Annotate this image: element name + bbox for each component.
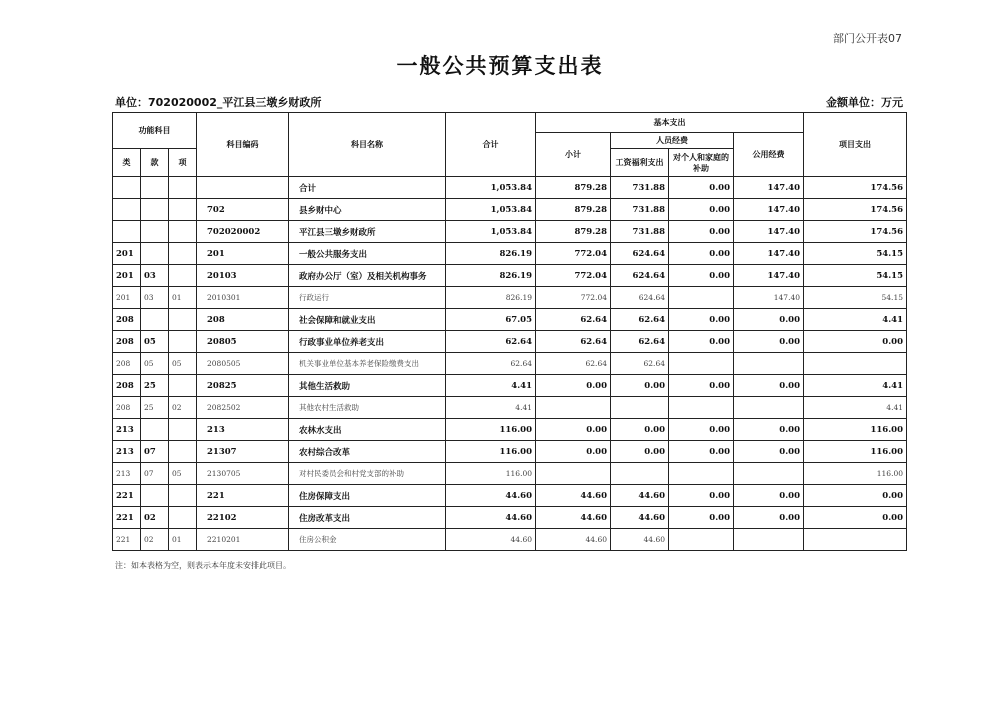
cell-kuan: 02 <box>141 529 169 551</box>
cell-salary: 624.64 <box>611 287 669 309</box>
cell-name: 其他生活救助 <box>289 375 446 397</box>
cell-subtotal: 62.64 <box>536 331 611 353</box>
cell-personal <box>669 463 734 485</box>
cell-project: 54.15 <box>804 287 907 309</box>
cell-salary: 731.88 <box>611 199 669 221</box>
cell-personal <box>669 353 734 375</box>
budget-table <box>112 112 907 551</box>
cell-code: 2130705 <box>197 463 289 485</box>
cell-public <box>734 353 804 375</box>
cell-salary: 62.64 <box>611 309 669 331</box>
table-row <box>113 309 907 331</box>
cell-xiang <box>169 419 197 441</box>
cell-lei: 221 <box>113 485 141 507</box>
header-code: 科目编码 <box>197 113 289 177</box>
cell-subtotal <box>536 397 611 419</box>
table-row <box>113 397 907 419</box>
cell-lei: 201 <box>113 287 141 309</box>
cell-personal: 0.00 <box>669 221 734 243</box>
cell-public: 147.40 <box>734 177 804 199</box>
table-row <box>113 287 907 309</box>
cell-personal: 0.00 <box>669 309 734 331</box>
cell-personal <box>669 529 734 551</box>
cell-subtotal <box>536 463 611 485</box>
table-row <box>113 331 907 353</box>
cell-personal: 0.00 <box>669 507 734 529</box>
cell-xiang: 02 <box>169 397 197 419</box>
cell-public: 147.40 <box>734 243 804 265</box>
cell-code: 2210201 <box>197 529 289 551</box>
cell-name: 机关事业单位基本养老保险缴费支出 <box>289 353 446 375</box>
cell-lei: 201 <box>113 265 141 287</box>
cell-salary: 44.60 <box>611 529 669 551</box>
cell-lei: 201 <box>113 243 141 265</box>
cell-lei: 213 <box>113 463 141 485</box>
cell-personal: 0.00 <box>669 243 734 265</box>
cell-xiang <box>169 243 197 265</box>
page-title: 一般公共预算支出表 <box>396 54 604 78</box>
cell-kuan: 25 <box>141 397 169 419</box>
cell-public: 0.00 <box>734 375 804 397</box>
cell-name: 社会保障和就业支出 <box>289 309 446 331</box>
cell-public <box>734 529 804 551</box>
header-salary: 工资福利支出 <box>611 149 669 177</box>
unit-label: 单位：702020002_平江县三墩乡财政所 <box>115 96 322 109</box>
cell-subtotal: 879.28 <box>536 199 611 221</box>
cell-subtotal: 0.00 <box>536 375 611 397</box>
table-row <box>113 419 907 441</box>
cell-lei: 221 <box>113 529 141 551</box>
cell-name: 行政运行 <box>289 287 446 309</box>
cell-name: 住房保障支出 <box>289 485 446 507</box>
cell-public: 147.40 <box>734 199 804 221</box>
cell-kuan <box>141 243 169 265</box>
cell-personal: 0.00 <box>669 177 734 199</box>
cell-code: 213 <box>197 419 289 441</box>
cell-code: 2010301 <box>197 287 289 309</box>
table-row <box>113 441 907 463</box>
cell-kuan: 02 <box>141 507 169 529</box>
cell-public: 147.40 <box>734 221 804 243</box>
cell-xiang: 05 <box>169 353 197 375</box>
cell-project: 0.00 <box>804 485 907 507</box>
cell-total: 1,053.84 <box>446 221 536 243</box>
cell-kuan <box>141 199 169 221</box>
table-row <box>113 507 907 529</box>
header-lei: 类 <box>113 149 141 177</box>
cell-code: 21307 <box>197 441 289 463</box>
cell-kuan <box>141 177 169 199</box>
table-row <box>113 221 907 243</box>
cell-personal: 0.00 <box>669 485 734 507</box>
cell-xiang <box>169 441 197 463</box>
cell-project: 4.41 <box>804 309 907 331</box>
cell-code: 22102 <box>197 507 289 529</box>
footnote: 注：如本表格为空，则表示本年度未安排此项目。 <box>115 561 291 570</box>
cell-subtotal: 44.60 <box>536 485 611 507</box>
cell-personal <box>669 287 734 309</box>
cell-xiang: 01 <box>169 529 197 551</box>
cell-name: 对村民委员会和村党支部的补助 <box>289 463 446 485</box>
cell-lei <box>113 221 141 243</box>
table-row <box>113 265 907 287</box>
cell-public: 147.40 <box>734 287 804 309</box>
cell-personal: 0.00 <box>669 375 734 397</box>
cell-salary <box>611 463 669 485</box>
cell-public: 0.00 <box>734 309 804 331</box>
cell-subtotal: 879.28 <box>536 177 611 199</box>
cell-code: 20805 <box>197 331 289 353</box>
cell-project: 116.00 <box>804 463 907 485</box>
cell-xiang <box>169 309 197 331</box>
cell-salary: 0.00 <box>611 441 669 463</box>
header-personal: 对个人和家庭的补助 <box>669 149 734 177</box>
cell-code: 208 <box>197 309 289 331</box>
header-subtotal: 小计 <box>536 133 611 177</box>
cell-code <box>197 177 289 199</box>
cell-salary: 624.64 <box>611 243 669 265</box>
cell-kuan: 07 <box>141 463 169 485</box>
cell-salary <box>611 397 669 419</box>
cell-lei: 213 <box>113 441 141 463</box>
cell-code: 20825 <box>197 375 289 397</box>
cell-project: 116.00 <box>804 419 907 441</box>
cell-lei: 208 <box>113 353 141 375</box>
cell-public: 0.00 <box>734 485 804 507</box>
cell-project: 174.56 <box>804 199 907 221</box>
cell-lei <box>113 177 141 199</box>
cell-xiang <box>169 485 197 507</box>
cell-public: 0.00 <box>734 419 804 441</box>
cell-subtotal: 62.64 <box>536 353 611 375</box>
cell-salary: 62.64 <box>611 331 669 353</box>
cell-xiang: 01 <box>169 287 197 309</box>
cell-public: 0.00 <box>734 441 804 463</box>
cell-xiang <box>169 265 197 287</box>
cell-lei: 208 <box>113 309 141 331</box>
cell-lei: 208 <box>113 331 141 353</box>
header-name: 科目名称 <box>289 113 446 177</box>
document-number: 部门公开表07 <box>833 32 902 45</box>
cell-subtotal: 0.00 <box>536 441 611 463</box>
cell-personal: 0.00 <box>669 199 734 221</box>
cell-subtotal: 772.04 <box>536 287 611 309</box>
cell-salary: 44.60 <box>611 485 669 507</box>
cell-personal: 0.00 <box>669 419 734 441</box>
cell-total: 116.00 <box>446 463 536 485</box>
table-row <box>113 243 907 265</box>
cell-personal <box>669 397 734 419</box>
cell-total: 116.00 <box>446 441 536 463</box>
cell-public: 0.00 <box>734 507 804 529</box>
cell-xiang <box>169 221 197 243</box>
cell-total: 44.60 <box>446 529 536 551</box>
header-basic: 基本支出 <box>536 113 804 133</box>
cell-kuan: 05 <box>141 331 169 353</box>
cell-total: 826.19 <box>446 265 536 287</box>
cell-subtotal: 772.04 <box>536 243 611 265</box>
cell-name: 县乡财中心 <box>289 199 446 221</box>
cell-public: 0.00 <box>734 331 804 353</box>
cell-kuan: 25 <box>141 375 169 397</box>
cell-xiang <box>169 375 197 397</box>
cell-salary: 731.88 <box>611 221 669 243</box>
cell-lei: 221 <box>113 507 141 529</box>
cell-project: 0.00 <box>804 331 907 353</box>
table-header <box>113 113 907 177</box>
cell-total: 116.00 <box>446 419 536 441</box>
header-kuan: 款 <box>141 149 169 177</box>
cell-total: 1,053.84 <box>446 177 536 199</box>
cell-subtotal: 44.60 <box>536 507 611 529</box>
cell-total: 4.41 <box>446 375 536 397</box>
cell-xiang: 05 <box>169 463 197 485</box>
cell-salary: 0.00 <box>611 375 669 397</box>
cell-name: 行政事业单位养老支出 <box>289 331 446 353</box>
cell-code: 201 <box>197 243 289 265</box>
table-row <box>113 485 907 507</box>
cell-salary: 62.64 <box>611 353 669 375</box>
cell-total: 826.19 <box>446 287 536 309</box>
cell-code: 702 <box>197 199 289 221</box>
cell-project: 54.15 <box>804 265 907 287</box>
cell-subtotal: 44.60 <box>536 529 611 551</box>
cell-xiang <box>169 507 197 529</box>
cell-project: 54.15 <box>804 243 907 265</box>
cell-personal: 0.00 <box>669 441 734 463</box>
cell-project: 4.41 <box>804 375 907 397</box>
header-func-subject: 功能科目 <box>113 113 197 149</box>
cell-name: 政府办公厅（室）及相关机构事务 <box>289 265 446 287</box>
cell-project: 0.00 <box>804 507 907 529</box>
cell-code: 2080505 <box>197 353 289 375</box>
cell-name: 农林水支出 <box>289 419 446 441</box>
cell-salary: 44.60 <box>611 507 669 529</box>
cell-kuan <box>141 485 169 507</box>
cell-name: 住房公积金 <box>289 529 446 551</box>
cell-kuan: 05 <box>141 353 169 375</box>
cell-total: 62.64 <box>446 353 536 375</box>
cell-kuan: 03 <box>141 287 169 309</box>
cell-name: 一般公共服务支出 <box>289 243 446 265</box>
cell-subtotal: 879.28 <box>536 221 611 243</box>
cell-total: 67.05 <box>446 309 536 331</box>
cell-code: 702020002 <box>197 221 289 243</box>
cell-personal: 0.00 <box>669 331 734 353</box>
cell-total: 1,053.84 <box>446 199 536 221</box>
cell-project: 174.56 <box>804 221 907 243</box>
cell-kuan <box>141 221 169 243</box>
header-public: 公用经费 <box>734 133 804 177</box>
table-row <box>113 353 907 375</box>
table-row <box>113 177 907 199</box>
header-total: 合计 <box>446 113 536 177</box>
cell-public <box>734 463 804 485</box>
cell-project: 174.56 <box>804 177 907 199</box>
cell-kuan <box>141 419 169 441</box>
cell-public <box>734 397 804 419</box>
cell-name: 住房改革支出 <box>289 507 446 529</box>
cell-lei: 208 <box>113 397 141 419</box>
header-project: 项目支出 <box>804 113 907 177</box>
cell-code: 2082502 <box>197 397 289 419</box>
cell-project: 116.00 <box>804 441 907 463</box>
cell-subtotal: 772.04 <box>536 265 611 287</box>
cell-project <box>804 529 907 551</box>
cell-name: 农村综合改革 <box>289 441 446 463</box>
cell-subtotal: 0.00 <box>536 419 611 441</box>
cell-name: 平江县三墩乡财政所 <box>289 221 446 243</box>
cell-project: 4.41 <box>804 397 907 419</box>
cell-kuan: 07 <box>141 441 169 463</box>
cell-total: 44.60 <box>446 485 536 507</box>
amount-unit-label: 金额单位：万元 <box>826 96 903 109</box>
cell-xiang <box>169 331 197 353</box>
table-row <box>113 529 907 551</box>
cell-code: 221 <box>197 485 289 507</box>
cell-total: 826.19 <box>446 243 536 265</box>
cell-name: 其他农村生活救助 <box>289 397 446 419</box>
cell-personal: 0.00 <box>669 265 734 287</box>
cell-salary: 624.64 <box>611 265 669 287</box>
cell-xiang <box>169 199 197 221</box>
header-personnel: 人员经费 <box>611 133 734 149</box>
cell-total: 4.41 <box>446 397 536 419</box>
cell-lei <box>113 199 141 221</box>
cell-kuan <box>141 309 169 331</box>
cell-xiang <box>169 177 197 199</box>
cell-kuan: 03 <box>141 265 169 287</box>
cell-subtotal: 62.64 <box>536 309 611 331</box>
table-row <box>113 375 907 397</box>
table-row <box>113 463 907 485</box>
header-xiang: 项 <box>169 149 197 177</box>
cell-name: 合计 <box>289 177 446 199</box>
cell-lei: 208 <box>113 375 141 397</box>
cell-total: 62.64 <box>446 331 536 353</box>
cell-project <box>804 353 907 375</box>
table-body <box>113 177 907 551</box>
cell-total: 44.60 <box>446 507 536 529</box>
table-row <box>113 199 907 221</box>
cell-salary: 731.88 <box>611 177 669 199</box>
cell-public: 147.40 <box>734 265 804 287</box>
cell-code: 20103 <box>197 265 289 287</box>
cell-salary: 0.00 <box>611 419 669 441</box>
cell-lei: 213 <box>113 419 141 441</box>
